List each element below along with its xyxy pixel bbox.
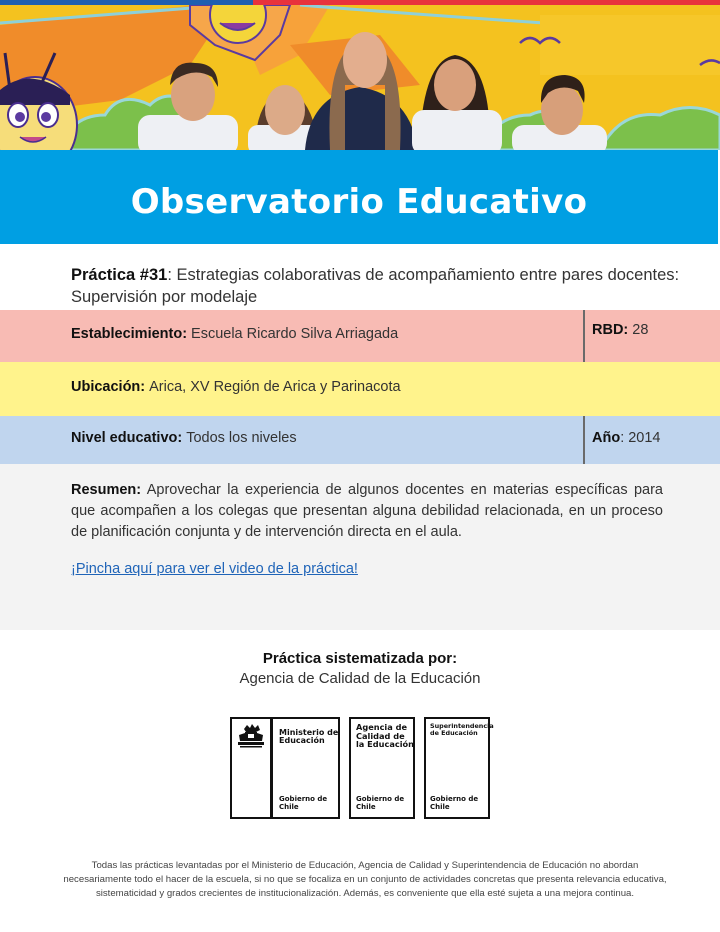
year-label: Año (592, 430, 621, 446)
page-title: Observatorio Educativo (130, 182, 588, 222)
credit-heading: Práctica sistematizada por: (262, 650, 458, 667)
practice-heading (71, 264, 711, 308)
location-field (71, 360, 401, 414)
column-divider (583, 416, 585, 464)
logo-footer: Gobierno de Chile (356, 795, 405, 811)
credit-section (0, 650, 720, 687)
logo-name: Ministerio de Educación (279, 728, 339, 746)
year-field (592, 414, 661, 462)
logo-footer: Gobierno de Chile (279, 795, 328, 811)
header-photo (0, 5, 720, 150)
establishment-label: Establecimiento: (71, 326, 188, 342)
establishment-value: Escuela Ricardo Silva Arriagada (191, 326, 399, 342)
credit-agency: Agencia de Calidad de la Educación (239, 670, 481, 687)
level-label: Nivel educativo: (71, 430, 183, 446)
logo-name: Superintendencia de Educación (430, 722, 494, 737)
level-row (0, 416, 720, 464)
location-label: Ubicación: (71, 379, 146, 395)
header-photo-illustration (0, 5, 720, 150)
logo-divider (270, 719, 273, 817)
summary-paragraph (71, 480, 663, 543)
institution-logos (0, 717, 720, 819)
summary-section (0, 464, 720, 630)
year-value: : 2014 (620, 430, 661, 446)
summary-label: Resumen: (71, 482, 142, 498)
practice-number: Práctica #31 (71, 266, 168, 284)
video-link[interactable]: ¡Pincha aquí para ver el video de la práctica! (71, 561, 358, 577)
location-row (0, 362, 720, 416)
location-value: Arica, XV Región de Arica y Parinacota (149, 379, 401, 395)
establishment-field (71, 308, 398, 360)
chile-coat-of-arms-icon (236, 723, 266, 749)
summary-text: Aprovechar la experiencia de algunos docentes en materias específicas para que acompañen a los colegas que presentan alguna debilidad relacionada, en un proceso de planificación conjunta y de intervención directa en el aula. (71, 482, 663, 540)
logo-superintendencia (424, 717, 494, 819)
level-value: Todos los niveles (186, 430, 297, 446)
column-divider (583, 310, 585, 362)
logo-ministerio (230, 717, 340, 819)
title-banner (0, 150, 718, 244)
establishment-row (0, 310, 720, 362)
level-field (71, 414, 297, 462)
logo-footer: Gobierno de Chile (430, 795, 479, 811)
rbd-value: 28 (632, 322, 649, 338)
disclaimer-text: Todas las prácticas levantadas por el Ministerio de Educación, Agencia de Calidad y Superintendencia de Educación no abordan necesariamente todo el hacer de la escuela, si no que se focaliza en un conjunto de actividades concretas que presenta relevancia educativa, sistematicidad y grados crecientes de institucionalización. Además, es conveniente que ella esté sujeta a una mejora continua. (63, 860, 667, 899)
practice-title: : Estrategias colaborativas de acompañamiento entre pares docentes: Supervisión por modelaje (71, 266, 680, 306)
logo-name: Agencia de Calidad de la Educación (356, 722, 414, 750)
logo-agencia (349, 717, 415, 819)
rbd-label: RBD: (592, 322, 629, 338)
rbd-field (592, 304, 648, 356)
